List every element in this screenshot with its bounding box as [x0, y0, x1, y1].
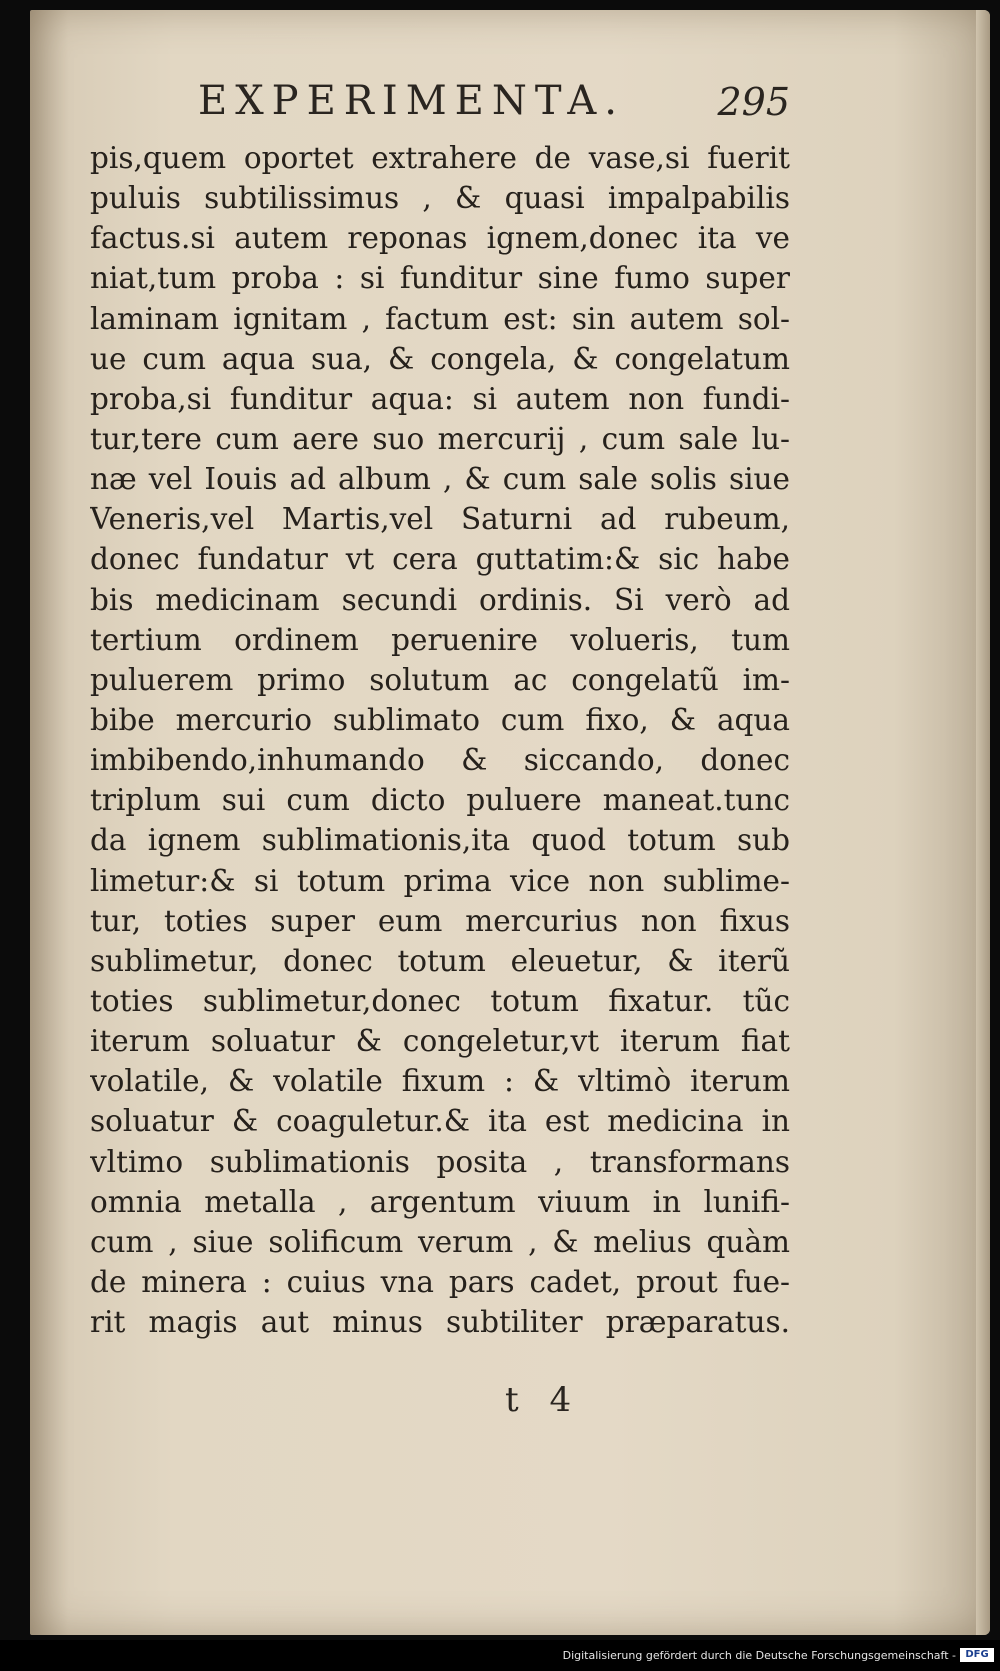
text-line: ue cum aqua sua, & congela, & congelatum [90, 341, 790, 376]
text-line: iterum soluatur & congeletur,vt iterum fiat [90, 1024, 790, 1059]
text-line: niat,tum proba : si funditur sine fumo super [90, 261, 790, 296]
footer-credit: Digitalisierung gefördert durch die Deutsche Forschungsgemeinschaft - [562, 1649, 956, 1662]
text-line: sublimetur, donec totum eleuetur, & iterũ [90, 943, 790, 978]
text-line: tur,tere cum aere suo mercurij , cum sale lu- [90, 421, 790, 456]
footer-bar [0, 1640, 1000, 1671]
dfg-logo: DFG [960, 1648, 994, 1662]
text-line: bis medicinam secundi ordinis. Si verò ad [90, 582, 790, 617]
text-line: næ vel Iouis ad album , & cum sale solis siue [90, 462, 790, 497]
text-line: donec fundatur vt cera guttatim:& sic habe [90, 542, 790, 577]
text-line: Veneris,vel Martis,vel Saturni ad rubeum, [90, 502, 790, 537]
text-line: factus.si autem reponas ignem,donec ita ve [90, 221, 790, 256]
page-edge [976, 10, 990, 1635]
page-number: 295 [717, 80, 790, 124]
text-line: triplum sui cum dicto puluere maneat.tunc [90, 783, 790, 818]
text-line: proba,si funditur aqua: si autem non fundi- [90, 381, 790, 416]
text-line: imbibendo,inhumando & siccando, donec [90, 743, 790, 778]
text-line: soluatur & coaguletur.& ita est medicina in [90, 1104, 790, 1139]
text-line: laminam ignitam , factum est: sin autem sol- [90, 301, 790, 336]
text-line: volatile, & volatile fixum : & vltimò iterum [90, 1064, 790, 1099]
signature-mark: t 4 [505, 1380, 582, 1420]
body-text [90, 138, 790, 1342]
text-line: omnia metalla , argentum viuum in lunifi- [90, 1184, 790, 1219]
text-line: da ignem sublimationis,ita quod totum sub [90, 823, 790, 858]
text-line: vltimo sublimationis posita , transformans [90, 1144, 790, 1179]
text-line: cum , siue solificum verum , & melius quàm [90, 1224, 790, 1259]
text-line: tur, toties super eum mercurius non fixus [90, 903, 790, 938]
text-line: rit magis aut minus subtiliter præparatus. [90, 1305, 790, 1340]
text-line: puluis subtilissimus , & quasi impalpabilis [90, 181, 790, 216]
text-line: bibe mercurio sublimato cum fixo, & aqua [90, 702, 790, 737]
running-title: EXPERIMENTA. [198, 78, 625, 124]
text-line: tertium ordinem peruenire volueris, tum [90, 622, 790, 657]
text-line: pis,quem oportet extrahere de vase,si fuerit [90, 141, 790, 175]
page-header [150, 78, 790, 138]
text-line: limetur:& si totum prima vice non sublime- [90, 863, 790, 898]
text-line: puluerem primo solutum ac congelatũ im- [90, 662, 790, 697]
text-line: de minera : cuius vna pars cadet, prout fue- [90, 1264, 790, 1299]
text-line: toties sublimetur,donec totum fixatur. tũc [90, 983, 790, 1018]
